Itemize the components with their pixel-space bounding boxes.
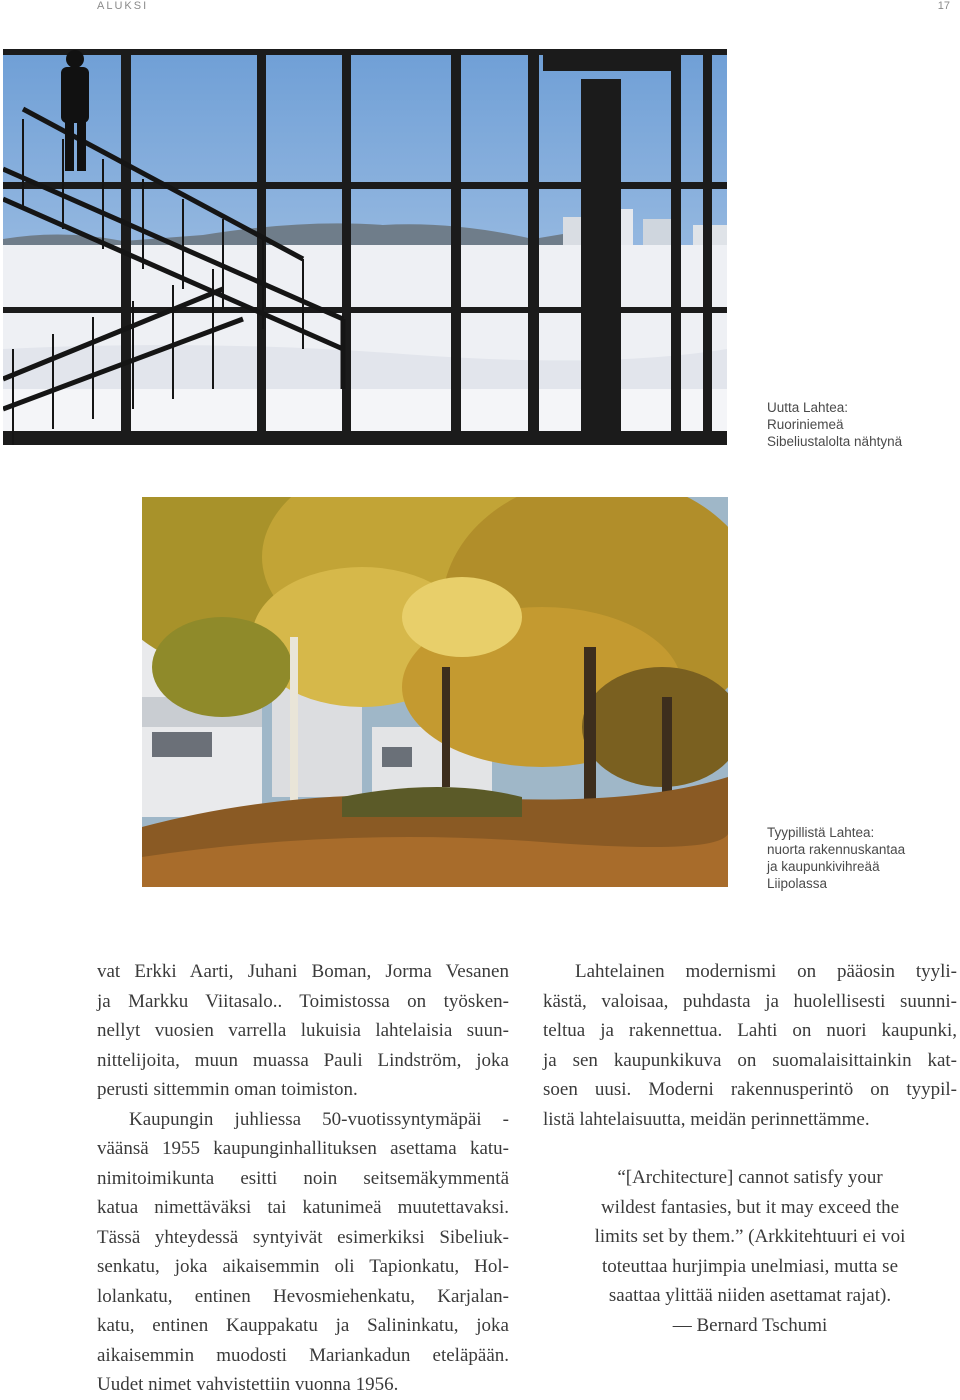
caption-line: Uutta Lahtea: [767, 400, 849, 415]
text-line: listä lahtelaisuutta, meidän perinnettämme. [543, 1108, 870, 1130]
text-line: senkatu, joka aikaisemmin oli Tapionkatu, Hol- [97, 1256, 509, 1277]
text-line: lolankatu, entinen Hevosmiehenkatu, Karjalan- [97, 1285, 509, 1307]
text-line: aikaisemmin muodosti Mariankadun eteläpään. [97, 1344, 509, 1366]
text-line: ja sen kaupunkikuva on suomalaisittainkin kat- [543, 1049, 957, 1071]
photo-autumn-trees-apartments [142, 497, 728, 887]
photo-caption-1 [767, 399, 957, 450]
running-header-section: ALUKSI [97, 0, 149, 12]
text-line: nittelijoita, muun muassa Pauli Lindström, joka [97, 1049, 509, 1071]
caption-line: ja kaupunkivihreää [767, 859, 880, 874]
text-line: katu, entinen Kauppakatu ja Salininkatu, joka [97, 1315, 509, 1336]
photo-caption-2 [767, 824, 957, 892]
caption-line: Ruoriniemeä [767, 417, 844, 432]
text-line: soen uusi. Moderni rakennusperintö on tyypil- [543, 1079, 957, 1100]
photo-staircase-lake-view [3, 49, 727, 445]
pull-quote [543, 1163, 957, 1340]
caption-line: nuorta rakennuskantaa [767, 842, 906, 857]
text-line: perusti sittemmin oman toimiston. [97, 1079, 358, 1100]
text-line: nimitoimikunta esitti noin seitsemäkymmentä [97, 1167, 509, 1189]
quote-line: saattaa ylittää niiden asettamat rajat). [608, 1285, 892, 1306]
text-line: ja Markku Viitasalo.. Toimistossa on työsken- [97, 990, 509, 1012]
quote-line: toteuttaa hurjimpia unelmiasi, mutta se [601, 1255, 898, 1277]
text-line: vat Erkki Aarti, Juhani Boman, Jorma Vesanen [97, 961, 509, 982]
text-line: nellyt vuosien varrella lukuisia lahtelaisia suun- [97, 1020, 509, 1041]
caption-line: Liipolassa [767, 876, 828, 891]
text-line: Tässä yhteydessä syntyivät esimerkiksi Sibeliuk- [97, 1226, 509, 1248]
body-column-right [543, 957, 957, 1340]
quote-line: wildest fantasies, but it may exceed the [600, 1196, 900, 1218]
page-number: 17 [937, 0, 950, 12]
text-line: Uudet nimet vahvistettiin vuonna 1956. [97, 1374, 399, 1395]
quote-line: “[Architecture] cannot satisfy your [617, 1167, 883, 1188]
text-line: katua nimettäväksi tai katunimeä muutettavaksi. [97, 1197, 509, 1218]
quote-line: limits set by them.” (Arkkitehtuuri ei voi [594, 1226, 906, 1247]
caption-line: Tyypillistä Lahtea: [767, 825, 875, 840]
text-line: kästä, valoisaa, puhdasta ja huolellisesti suunni- [543, 990, 957, 1012]
text-line: väänsä 1955 kaupunginhallituksen asettama katu- [97, 1138, 509, 1159]
body-column-left [97, 957, 509, 1400]
caption-line: Sibeliustalolta nähtynä [767, 434, 903, 449]
text-line: Lahtelainen modernismi on pääosin tyyli- [575, 961, 957, 982]
quote-attribution: — Bernard Tschumi [672, 1314, 828, 1336]
text-line: teltua ja rakennettua. Lahti on nuori kaupunki, [543, 1020, 957, 1041]
text-line: Kaupungin juhliessa 50-vuotissyntymäpäi - [129, 1108, 509, 1130]
